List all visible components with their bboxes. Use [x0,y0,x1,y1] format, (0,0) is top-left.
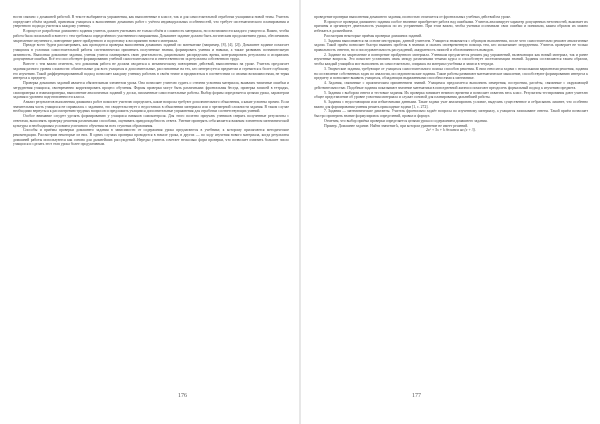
paragraph: Способы и приёмы проверки домашнего задания в зависимости от содержания урока предлагаются в учебнике, к которому прилагаются методические рекомендации. Рассмотрим некоторые из них. В одних случаях проверка проводится в начале урока, в других — по ходу изучения нового материала, когда результаты домашней работы используются как основа для дальнейших рассуждений. Нередко учитель сочетает несколько форм проверки, что позволяет охватить большее число учащихся и сделать этот этап урока более продуктивным. [13,128,289,147]
paragraph: Особое внимание следует уделять формированию у учащихся навыков самоконтроля. Для этого полезно приучать учеников сверять полученные результаты с ответами, выполнять проверку решения различными способами, оценивать правдоподобность ответа. Умение проверять себя является важным элементом математической культуры и необходимым условием успешного обучения на всех ступенях образования. [13,114,289,128]
paragraph: 7. Задания — математические диктанты. Учитель фронтально задаёт вопросы по изученному материалу, а учащиеся записывают ответы. Такой приём позволяет быстро проверить знание формулировок определений, правил и формул. [314,109,588,119]
paragraph: 6. Задания с недостающими или избыточными данными. Такие задачи учат анализировать условие, выделять существенное и отбрасывать лишнее, что особенно важно для формирования умения решать прикладные задачи [1, с. 272]. [314,99,588,109]
paragraph: Прежде всего будем рассматривать, как проводится проверка выполнения домашних заданий по математике (например, [8], [4], [2]). Домашнее задание помогает учащимся в условиях самостоятельной работы систематически применять полученные знания, формировать умения и навыки, а также развивать познавательную активность. Выполняя домашние задания, ученик учится планировать свою деятельность, рационально распределять время, контролировать результаты и исправлять допущенные ошибки. Всё это способствует формированию учебной самостоятельности и ответственности за результаты собственного труда. [13,43,289,62]
paragraph: 2. Задание на закрепление и повторение пройденного материала. Ученикам предлагается решить ряд упражнений, включающих как новый материал, так и ранее изученные вопросы. Это помогает установить связь между различными темами курса и способствует систематизации знаний. Задания составляются таким образом, чтобы каждый учащийся мог выполнить их самостоятельно, опираясь на материал учебника и записи в тетради. [314,52,588,67]
paragraph: Отметим, что выбор приёма проверки определяется целями урока и содержанием домашнего задания. [324,118,488,123]
right-page [300,0,600,424]
left-page-text [13,15,289,391]
paragraph: Пример. Домашнее задание. Найти значение k, при котором уравнение не имеет решений. [324,123,469,128]
paragraph: проведение проверки выполнения домашнего задания, полностью отличается от фронтальных учебных действий на уроке. [314,15,511,19]
paragraph: 4. Задания, связанные с практическим применением знаний. Учащимся предлагается выполнить измерения, построения, расчёты, связанные с окружающей действительностью. Подобные задания показывают значение математики в повседневной жизни и помогают преодолеть формальный подход к изучению предмета. [314,81,588,90]
right-page-text [314,15,588,367]
paragraph: Рассмотрим некоторые приёмы проверки домашних заданий. [324,33,423,38]
paragraph: В процессе проверки домашнего задания особое значение приобретает работа над ошибками. Учитель анализирует характер допущенных неточностей, выясняет их причины и организует деятельность учащихся по их устранению. При этом важно, чтобы ученики осознавали свои ошибки и понимали, каким образом их можно избежать в дальнейшем. [314,19,588,34]
paragraph: Анализ результатов выполнения домашних работ помогает учителю определить, какие вопросы требуют дополнительного объяснения, а какие усвоены прочно. Если значительная часть учащихся не справилась с заданием, это свидетельствует о недостатках в объяснении материала или о чрезмерной сложности задания. В таком случае необходимо вернуться к рассмотрению трудных вопросов и предложить учащимся дополнительные упражнения для отработки соответствующих умений. [13,99,289,114]
paragraph: ности связано с домашней работой. В тексте выбираются упражнения, как выполненные в классе, так и для самостоятельной отработки учащимися новой темы. Учитель определяет объём заданий, привлекая учащихся к выполнению домашних работ с учётом индивидуальных особенностей, что требует систематического планирования и уверенного подхода учителя к каждому ученику. [13,15,289,29]
right-page-number: 177 [412,393,421,399]
paragraph: 2x² + 5x + k делится на (x + 3). [426,128,476,133]
paragraph: Вместе с тем важно отметить, что домашняя работа не должна сводиться к механическому повторению действий, выполненных на уроке. Учитель предлагает задания разного уровня сложности: обязательные для всех учащихся и дополнительные, рассчитанные на тех, кто интересуется предметом и стремится к более глубокому его изучению. Такой дифференцированный подход позволяет каждому ученику работать в своём темпе и продвигаться в соответствии со своими возможностями, не теряя интереса к предмету. [13,62,289,81]
left-page-number: 176 [178,393,187,399]
paragraph: 5. Задания с выбором ответа и тестовые задания. Их проверка занимает немного времени и позволяет охватить весь класс. Результаты тестирования дают учителю общее представление об уровне усвоения материала и служат основой для планирования дальнейшей работы. [314,90,588,100]
paragraph: В процессе разработки домашнего задания учитель должен учитывать не только объём и сложность материала, но и возможности каждого учащегося. Важно, чтобы работа была посильной и вместе с тем требовала определённого умственного напряжения. Домашнее задание должно быть логическим продолжением урока, обеспечивать закрепление изученного, повторение ранее пройденного и подготовку к восприятию нового материала. [13,29,289,43]
paragraph: 1. Задания выполняются на основе инструкции, данной учителем. Учащиеся знакомятся с образцом выполнения, после чего самостоятельно решают аналогичные задачи. Такой приём позволяет быстро выявить пробелы в знаниях и оказать своевременную помощь тем, кто испытывает затруднения. Учитель проверяет не только правильность ответов, но и последовательность рассуждений, аккуратность записей и обоснованность выводов. [314,38,588,53]
paragraph: 3. Творческие задания, требующие от учащихся самостоятельного поиска способов решения. К ним относятся задачи с несколькими вариантами решения, задания на составление собственных задач по аналогии, исследовательские задания. Такие работы развивают математическое мышление, способствуют формированию интереса к предмету и позволяют выявить учащихся, обладающих выраженными способностями к математике. [314,66,588,81]
paragraph: Проверка домашних заданий является обязательным элементом урока. Она позволяет учителю судить о степени усвоения материала, выявлять типичные ошибки и затруднения учащихся, своевременно корректировать процесс обучения. Формы проверки могут быть различными: фронтальная беседа, проверка записей в тетрадях, самопроверка и взаимопроверка, выполнение аналогичных заданий у доски, письменные самостоятельные работы. Выбор формы определяется целями урока, характером задания и уровнем подготовленности класса. [13,81,289,100]
